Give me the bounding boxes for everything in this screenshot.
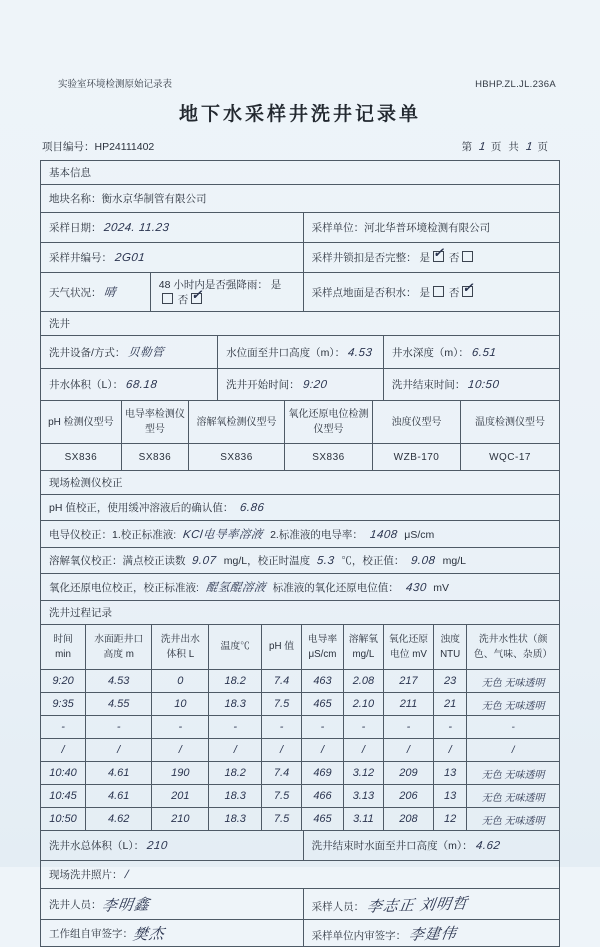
process-data-cell: - — [41, 716, 86, 739]
do-reading-value: 9.07 — [191, 555, 218, 567]
process-header-cell: 水面距井口 高度 m — [86, 625, 152, 670]
heavy-rain-check — [150, 273, 303, 311]
well-lock-label: 采样井锁扣是否完整： — [311, 252, 417, 264]
process-data-cell: / — [434, 739, 467, 762]
project-number-label: 项目编号： — [42, 141, 95, 153]
process-data-cell: 466 — [302, 785, 344, 808]
signature-row — [41, 919, 559, 946]
sampling-personnel-label: 采样人员： — [311, 900, 365, 913]
process-data-row — [41, 716, 559, 739]
page-title: 地下水采样井洗井记录单 — [178, 104, 421, 125]
process-data-cell: 无色 无味透明 — [467, 670, 559, 693]
org-internal-review-label: 采样单位内审签字： — [311, 929, 407, 942]
heavy-rain-label: 48 小时内是否强降雨： — [158, 279, 268, 291]
process-data-cell: 465 — [302, 808, 344, 831]
weather-row — [41, 272, 559, 311]
section-title: 洗井 — [49, 318, 70, 330]
sampling-personnel — [303, 889, 559, 919]
site-photo-label: 现场洗井照片： — [49, 869, 123, 881]
water-level-height — [217, 336, 383, 368]
well-number — [41, 243, 303, 272]
ec-unit: μS/cm — [404, 529, 435, 541]
process-data-cell: 2.10 — [343, 693, 383, 716]
process-data-row — [41, 762, 559, 785]
yes-label: 是 — [419, 252, 430, 264]
orp-calibration-row — [41, 573, 559, 600]
ponding-yes-checkbox — [433, 286, 444, 297]
page-info-text: 页 共 — [490, 141, 521, 153]
wash-start-time — [217, 369, 383, 400]
ec-calibration-row — [41, 520, 559, 547]
ph-calibration-label: pH 值校正，使用缓冲溶液后的确认值： — [49, 502, 234, 514]
wash-start-label: 洗井开始时间： — [226, 379, 300, 391]
sample-date-value: 2024. 11.23 — [103, 222, 171, 234]
process-data-cell: / — [86, 739, 152, 762]
totals-row — [41, 830, 559, 860]
instrument-header-cell: 浊度仪型号 — [372, 401, 460, 444]
process-data-row — [41, 670, 559, 693]
washing-personnel — [41, 889, 303, 919]
process-data-cell: 469 — [302, 762, 344, 785]
lock-no-checkbox — [462, 251, 473, 262]
org-internal-review — [303, 920, 559, 946]
do-calibration-label-3: ℃，校正值： — [341, 555, 405, 567]
process-data-cell: 7.5 — [262, 693, 302, 716]
process-data-cell: 7.5 — [262, 785, 302, 808]
process-data-cell: / — [262, 739, 302, 762]
ec-standard-solution: KCl电导率溶液 — [182, 529, 264, 541]
project-number — [42, 139, 154, 154]
photo-row — [41, 860, 559, 888]
process-data-cell: 4.62 — [86, 808, 152, 831]
water-level-value: 4.53 — [347, 346, 374, 359]
sampling-org-label: 采样单位： — [311, 222, 365, 234]
ph-calibration-row — [41, 494, 559, 520]
process-data-cell: 9:20 — [41, 670, 86, 693]
process-data-cell: - — [262, 716, 302, 739]
record-form-table — [40, 160, 560, 947]
ph-calibration — [41, 495, 277, 520]
well-water-volume-label: 井水体积（L）： — [49, 379, 124, 391]
page-current: 1 — [478, 141, 487, 153]
orp-unit: mV — [433, 582, 450, 594]
total-wash-volume-label: 洗井水总体积（L）： — [49, 840, 145, 852]
ponding-check — [303, 273, 559, 311]
workgroup-self-review-label: 工作组自审签字： — [49, 927, 133, 940]
process-header-cell: 电导率 μS/cm — [302, 625, 344, 670]
process-data-row — [41, 785, 559, 808]
process-data-cell: 7.5 — [262, 808, 302, 831]
end-water-level-value: 4.62 — [474, 840, 501, 852]
process-data-cell: - — [209, 716, 262, 739]
process-data-cell: 10:50 — [41, 808, 86, 831]
process-data-cell: - — [383, 716, 433, 739]
instrument-header-cell: 电导率检测仪型号 — [121, 401, 188, 444]
rain-yes-checkbox — [162, 293, 173, 304]
process-data-cell: / — [383, 739, 433, 762]
process-data-cell: 0 — [152, 670, 209, 693]
process-data-cell: 21 — [434, 693, 467, 716]
workgroup-self-review-signature: 樊杰 — [131, 924, 167, 944]
process-data-cell: 18.2 — [209, 762, 262, 785]
process-data-cell: 463 — [302, 670, 344, 693]
site-name — [41, 185, 215, 212]
process-data-cell: 18.3 — [209, 808, 262, 831]
site-name-row — [41, 184, 559, 212]
process-data-cell: 23 — [434, 670, 467, 693]
do-corrected-value: 9.08 — [410, 555, 437, 567]
ec-standard-value: 1408 — [369, 529, 398, 541]
well-number-value: 2G01 — [114, 252, 146, 264]
well-water-volume-value: 68.18 — [125, 379, 158, 391]
process-data-cell: 13 — [434, 762, 467, 785]
page-total: 1 — [525, 141, 534, 153]
process-data-cell: 4.61 — [86, 785, 152, 808]
process-data-cell: 10 — [152, 693, 209, 716]
wash-start-value: 9:20 — [301, 379, 328, 391]
total-wash-volume-value: 210 — [146, 840, 169, 852]
orp-calibration-label-1: 氧化还原电位校正，校正标准液: — [49, 582, 199, 594]
process-data-cell: 无色 无味透明 — [467, 693, 559, 716]
water-level-label: 水位面至井口高度（m）： — [226, 346, 346, 359]
process-data-row — [41, 739, 559, 762]
device-level-depth-row — [41, 335, 559, 368]
doc-type-label: 实验室环境检测原始记录表 — [58, 79, 173, 90]
instrument-table-row — [41, 400, 559, 470]
no-label: 否 — [448, 252, 460, 264]
process-data-cell: / — [209, 739, 262, 762]
sampling-org-value: 河北华普环境检测有限公司 — [364, 222, 491, 234]
section-basic-info — [41, 161, 559, 184]
instrument-model-cell: WQC-17 — [461, 444, 559, 471]
well-lock — [303, 243, 559, 272]
wash-device-value: 贝勒管 — [127, 347, 165, 359]
orp-standard-value: 430 — [405, 582, 428, 594]
end-water-level-label: 洗井结束时水面至井口高度（m）： — [311, 840, 473, 852]
wash-device — [41, 336, 217, 368]
project-row — [40, 139, 560, 154]
site-name-label: 地块名称： — [49, 193, 102, 205]
well-number-label: 采样井编号： — [49, 252, 112, 264]
well-water-volume — [41, 369, 217, 400]
do-calibration — [41, 548, 474, 573]
do-calibration-label-2: mg/L，校正时温度 — [223, 555, 311, 567]
process-data-cell: 12 — [434, 808, 467, 831]
instrument-header-cell: 氧化还原电位检测仪型号 — [284, 401, 372, 444]
process-data-cell: 465 — [302, 693, 344, 716]
process-header-cell: 溶解氧 mg/L — [343, 625, 383, 670]
instrument-header-cell: 溶解氧检测仪型号 — [189, 401, 285, 444]
site-name-value: 衡水京华制管有限公司 — [101, 193, 207, 205]
process-data-cell: - — [467, 716, 559, 739]
page-info-text: 页 — [537, 141, 550, 153]
project-number-value: HP24111402 — [94, 141, 155, 153]
process-data-cell: - — [86, 716, 152, 739]
process-data-cell: 209 — [383, 762, 433, 785]
page-info — [462, 139, 550, 154]
end-water-level — [303, 831, 559, 860]
process-data-cell: 208 — [383, 808, 433, 831]
instrument-model-cell: SX836 — [121, 444, 188, 471]
process-data-cell: - — [302, 716, 344, 739]
section-process-record — [41, 600, 559, 624]
instrument-model-cell: SX836 — [189, 444, 285, 471]
process-data-cell: 无色 无味透明 — [467, 762, 559, 785]
process-header-cell: 温度℃ — [209, 625, 262, 670]
process-header-cell: 浊度 NTU — [434, 625, 467, 670]
well-depth-label: 井水深度（m）： — [391, 346, 469, 359]
process-data-cell: 217 — [383, 670, 433, 693]
washing-personnel-label: 洗井人员： — [49, 898, 102, 911]
process-data-cell: 4.55 — [86, 693, 152, 716]
weather — [41, 278, 150, 306]
process-data-cell: 3.12 — [343, 762, 383, 785]
section-well-washing — [41, 311, 559, 335]
rain-no-checkbox — [191, 293, 202, 304]
process-data-cell: 9:35 — [41, 693, 86, 716]
process-data-cell: 7.4 — [262, 762, 302, 785]
process-data-cell: 210 — [152, 808, 209, 831]
no-label: 否 — [177, 294, 189, 306]
process-data-cell: 211 — [383, 693, 433, 716]
do-unit: mg/L — [442, 555, 466, 567]
ec-calibration — [41, 521, 442, 547]
process-data-cell: / — [467, 739, 559, 762]
washing-personnel-signature: 李明鑫 — [100, 895, 151, 915]
orp-standard-solution: 醌氢醌溶液 — [205, 582, 267, 594]
orp-calibration — [41, 574, 457, 600]
date-org-row — [41, 212, 559, 242]
process-header-cell: pH 值 — [262, 625, 302, 670]
process-data-cell: / — [152, 739, 209, 762]
workgroup-self-review — [41, 920, 303, 946]
process-data-cell: - — [434, 716, 467, 739]
process-data-cell: - — [343, 716, 383, 739]
ec-calibration-label-2: 2.标准液的电导率： — [270, 529, 363, 541]
process-table-row — [41, 624, 559, 830]
well-depth-value: 6.51 — [471, 346, 497, 359]
process-header-cell: 氧化还原 电位 mV — [383, 625, 433, 670]
process-data-cell: 3.11 — [343, 808, 383, 831]
instrument-header-cell: pH 检测仪型号 — [41, 401, 121, 444]
ph-calibration-value: 6.86 — [239, 502, 266, 514]
wash-end-time — [383, 369, 559, 400]
instrument-model-row — [41, 444, 559, 471]
doc-code: HBHP.ZL.JL.236A — [475, 79, 556, 90]
process-data-cell: 18.3 — [209, 785, 262, 808]
process-data-cell: 10:45 — [41, 785, 86, 808]
process-data-cell: - — [152, 716, 209, 739]
yes-label: 是 — [419, 286, 430, 299]
process-data-cell: 无色 无味透明 — [467, 808, 559, 831]
do-calibration-label-1: 溶解氧仪校正：满点校正读数 — [49, 555, 186, 567]
process-data-cell: 4.61 — [86, 762, 152, 785]
process-data-row — [41, 693, 559, 716]
process-data-cell: 201 — [152, 785, 209, 808]
page-info-text: 第 — [461, 141, 475, 153]
sampling-org — [303, 213, 559, 242]
instrument-header-cell: 温度检测仪型号 — [461, 401, 559, 444]
process-data-cell: 4.53 — [86, 670, 152, 693]
do-calibration-row — [41, 547, 559, 573]
no-label: 否 — [448, 286, 460, 299]
yes-label: 是 — [270, 279, 282, 291]
total-wash-volume — [41, 831, 303, 860]
sample-date-label: 采样日期： — [49, 222, 102, 234]
process-data-cell: 206 — [383, 785, 433, 808]
wash-device-label: 洗井设备/方式： — [49, 347, 126, 359]
process-header-row — [41, 625, 559, 670]
process-header-cell: 时间 min — [41, 625, 86, 670]
process-data-cell: 10:40 — [41, 762, 86, 785]
process-data-cell: / — [41, 739, 86, 762]
instrument-header-row — [41, 401, 559, 444]
do-temperature-value: 5.3 — [316, 555, 336, 567]
lock-yes-checkbox — [433, 251, 444, 262]
section-title: 现场检测仪校正 — [49, 477, 123, 489]
process-data-cell: 3.13 — [343, 785, 383, 808]
process-data-cell: 190 — [152, 762, 209, 785]
orp-calibration-label-2: 标准液的氧化还原电位值： — [272, 582, 399, 594]
process-data-cell: 无色 无味透明 — [467, 785, 559, 808]
document-meta-row — [40, 0, 560, 90]
site-photo — [41, 861, 137, 888]
process-data-cell: 2.08 — [343, 670, 383, 693]
ec-calibration-label-1: 电导仪校正：1.校正标准液: — [49, 529, 177, 541]
process-header-cell: 洗井水性状（颜 色、气味、杂质） — [467, 625, 559, 670]
instrument-table — [41, 401, 559, 470]
org-internal-review-signature: 李建伟 — [407, 924, 459, 944]
process-data-cell: / — [302, 739, 344, 762]
personnel-row — [41, 888, 559, 919]
process-data-cell: 18.2 — [209, 670, 262, 693]
process-data-cell: 7.4 — [262, 670, 302, 693]
section-title: 基本信息 — [49, 167, 91, 179]
process-data-row — [41, 808, 559, 831]
process-data-cell: 13 — [434, 785, 467, 808]
weather-label: 天气状况： — [49, 287, 102, 299]
instrument-model-cell: SX836 — [284, 444, 372, 471]
ponding-label: 采样点地面是否积水： — [311, 286, 417, 299]
sample-date — [41, 213, 303, 242]
sampling-personnel-signature: 李志正 刘明哲 — [365, 894, 470, 916]
volume-time-row — [41, 368, 559, 400]
weather-value: 晴 — [103, 287, 117, 299]
wash-end-label: 洗井结束时间： — [391, 379, 466, 391]
well-lock-row — [41, 242, 559, 272]
site-photo-value: / — [124, 869, 130, 881]
process-data-cell: 18.3 — [209, 693, 262, 716]
instrument-model-cell: SX836 — [41, 444, 121, 471]
section-calibration — [41, 470, 559, 494]
process-table — [41, 625, 559, 830]
section-title: 洗井过程记录 — [49, 607, 112, 619]
well-depth — [383, 336, 559, 368]
wash-end-value: 10:50 — [467, 379, 501, 391]
ponding-no-checkbox — [462, 286, 473, 297]
process-data-cell: / — [343, 739, 383, 762]
instrument-model-cell: WZB-170 — [372, 444, 460, 471]
process-header-cell: 洗井出水 体积 L — [152, 625, 209, 670]
